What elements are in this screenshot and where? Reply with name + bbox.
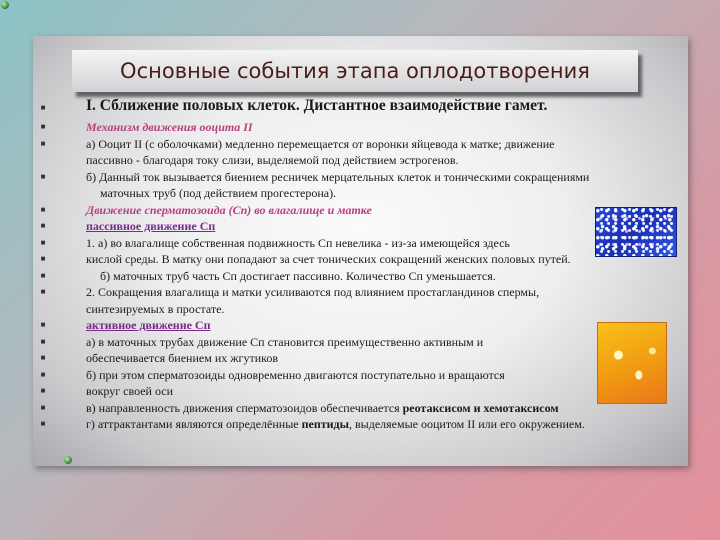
list-item: ■ в) направленность движения сперматозоидов обеспечивается реотаксисом и хемотаксисом [40, 400, 559, 415]
list-item: ■ обеспечивается биением их жгутиков [40, 351, 279, 365]
line-text: б) маточных труб часть Сп достигает пассивно. Количество Сп уменьшается. [100, 268, 496, 283]
line-text: обеспечивается биением их жгутиков [86, 351, 279, 365]
list-item: ■ I. Сближение половых клеток. Дистантное взаимодействие гамет. [40, 97, 548, 114]
line-text: вокруг своей оси [86, 384, 174, 398]
list-item: ■ б) Данный ток вызывается биением ресничек мерцательных клеток и тоническими сокращениями маточных труб (под действием прогестерона). [40, 169, 590, 200]
corner-dot-bottom [64, 456, 72, 464]
line-text: а) Ооцит II (с оболочками) медленно перемещается от воронки яйцевода к матке; движение [86, 136, 555, 151]
slide-title: Основные события этапа оплодотворения [72, 50, 638, 92]
line-text: 2. Сокращения влагалища и матки усиливаются под влиянием простагландинов спермы, [86, 285, 540, 299]
line-text: , выделяемые ооцитом II или его окружением. [349, 417, 585, 431]
list-item: ■ Движение сперматозоида (Сп) во влагалище и матке [40, 202, 372, 217]
bold-term: пептиды [301, 417, 349, 431]
line-text: б) при этом сперматозоиды одновременно двигаются поступательно и вращаются [86, 367, 505, 382]
subheading-sperm: Движение сперматозоида (Сп) во влагалище и матке [86, 202, 372, 217]
list-item: ■ пассивное движение Сп [40, 219, 216, 233]
bold-term: реотаксисом и хемотаксисом [402, 400, 559, 415]
list-item: ■ активное движение Сп [40, 318, 211, 332]
line-text: а) в маточных трубах движение Сп становится преимущественно активным и [86, 334, 484, 349]
sperm-micrograph-image [595, 207, 677, 257]
list-item: ■ 2. Сокращения влагалища и матки усиливаются под влиянием простагландинов спермы, синтезируемых в простате. [40, 285, 540, 316]
sperm-illustration-image [597, 322, 667, 404]
line-text: маточных труб (под действием прогестерона). [100, 186, 337, 200]
list-item: ■ Механизм движения ооцита II [40, 120, 253, 134]
active-movement-link[interactable]: активное движение Сп [86, 318, 211, 332]
list-item: ■ б) маточных труб часть Сп достигает пассивно. Количество Сп уменьшается. [40, 268, 496, 283]
section-heading: I. Сближение половых клеток. Дистантное взаимодействие гамет. [86, 97, 548, 114]
line-text: пассивно - благодаря току слизи, выделяемой под действием эстрогенов. [86, 153, 459, 167]
line-text: 1. а) во влагалище собственная подвижность Сп невелика - из-за имеющейся здесь [86, 235, 510, 250]
list-item: ■ вокруг своей оси [40, 384, 174, 398]
line-text: б) Данный ток вызывается биением ресничек мерцательных клеток и тоническими сокращениями [86, 169, 590, 184]
corner-dot-top [1, 1, 9, 9]
line-text: в) направленность движения сперматозоидов обеспечивается [86, 400, 403, 415]
list-item: ■ а) в маточных трубах движение Сп становится преимущественно активным и [40, 334, 484, 349]
list-item: ■ 1. а) во влагалище собственная подвижность Сп невелика - из-за имеющейся здесь [40, 235, 510, 250]
line-text: кислой среды. В матку они попадают за счет тонических сокращений женских половых путей. [86, 252, 571, 266]
line-text: синтезируемых в простате. [86, 301, 225, 316]
subheading-oocyte: Механизм движения ооцита II [86, 120, 253, 134]
list-item: ■ г) аттрактантами являются определённые пептиды, выделяемые ооцитом II или его окружением. [40, 417, 585, 431]
bullet-list [36, 96, 686, 433]
line-text: г) аттрактантами являются определённые [86, 417, 302, 431]
list-item: ■ б) при этом сперматозоиды одновременно двигаются поступательно и вращаются [40, 367, 505, 382]
list-item: ■ а) Ооцит II (с оболочками) медленно перемещается от воронки яйцевода к матке; движение пассивно - благодаря току слизи, выделяемой под действием эстрогенов. [40, 136, 555, 167]
passive-movement-link[interactable]: пассивное движение Сп [86, 219, 216, 233]
list-item: ■ кислой среды. В матку они попадают за счет тонических сокращений женских половых путей. [40, 252, 571, 266]
